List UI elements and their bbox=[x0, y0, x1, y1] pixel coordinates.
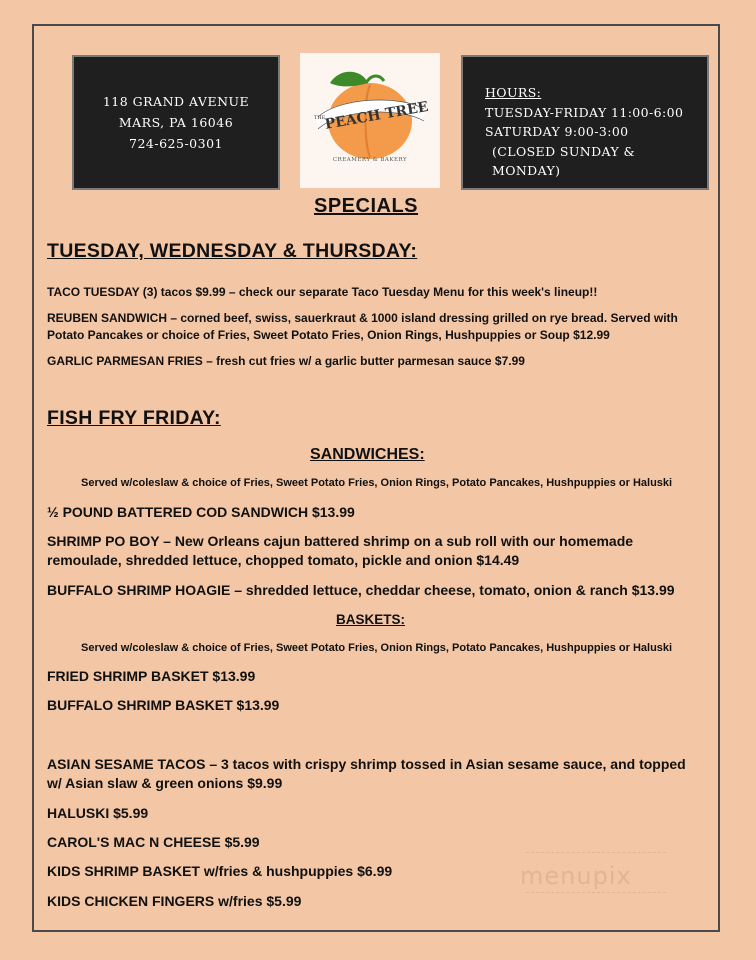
section-heading-tue-thu: TUESDAY, WEDNESDAY & THURSDAY: bbox=[47, 240, 418, 262]
watermark-rule-top bbox=[526, 852, 666, 853]
hours-closed: (CLOSED SUNDAY & MONDAY) bbox=[492, 143, 636, 178]
watermark-rule-bottom bbox=[526, 892, 666, 893]
menu-item-kids-shrimp: KIDS SHRIMP BASKET w/fries & hushpuppies $6.99 bbox=[47, 863, 393, 879]
page-title: SPECIALS bbox=[314, 195, 419, 217]
menu-item-asian-tacos-line1: ASIAN SESAME TACOS – 3 tacos with crispy shrimp tossed in Asian sesame sauce, and topped bbox=[47, 756, 686, 772]
hours-saturday: SATURDAY 9:00-3:00 bbox=[485, 124, 629, 139]
menu-item-reuben-line2: Potato Pancakes or choice of Fries, Sweet Potato Fries, Onion Rings, Hushpuppies or Soup $12.99 bbox=[47, 328, 610, 342]
menu-item-asian-tacos-line2: w/ Asian slaw & green onions $9.99 bbox=[47, 775, 283, 791]
hours-box bbox=[461, 55, 709, 190]
address-city: MARS, PA 16046 bbox=[118, 115, 234, 130]
subheading-sandwiches: SANDWICHES: bbox=[310, 446, 425, 463]
menu-item-buffalo-hoagie: BUFFALO SHRIMP HOAGIE – shredded lettuce, cheddar cheese, tomato, onion & ranch $13.99 bbox=[47, 582, 675, 598]
menu-item-fried-shrimp-basket: FRIED SHRIMP BASKET $13.99 bbox=[47, 668, 256, 684]
menu-item-haluski: HALUSKI $5.99 bbox=[47, 805, 149, 821]
section-heading-fish-fry: FISH FRY FRIDAY: bbox=[47, 407, 221, 429]
menu-item-cod-sandwich: ½ POUND BATTERED COD SANDWICH $13.99 bbox=[47, 504, 355, 520]
menu-item-po-boy-line2: remoulade, shredded lettuce, chopped tomato, pickle and onion $14.49 bbox=[47, 552, 520, 568]
peach-tree-logo bbox=[300, 53, 440, 188]
subheading-baskets: BASKETS: bbox=[336, 612, 406, 627]
logo-tagline: CREAMERY & BAKERY bbox=[332, 157, 408, 163]
menu-item-taco-tuesday: TACO TUESDAY (3) tacos $9.99 – check our separate Taco Tuesday Menu for this week's lineup!! bbox=[47, 285, 598, 299]
menu-item-garlic-fries: GARLIC PARMESAN FRIES – fresh cut fries w/ a garlic butter parmesan sauce $7.99 bbox=[47, 354, 525, 368]
menu-item-reuben-line1: REUBEN SANDWICH – corned beef, swiss, sauerkraut & 1000 island dressing grilled on rye bread. Served with bbox=[47, 311, 678, 325]
menu-item-buffalo-shrimp-basket: BUFFALO SHRIMP BASKET $13.99 bbox=[47, 697, 280, 713]
address-street: 118 GRAND AVENUE bbox=[102, 94, 250, 109]
address-phone: 724-625-0301 bbox=[129, 136, 223, 151]
hours-label: HOURS: bbox=[485, 85, 542, 100]
address-box bbox=[72, 55, 280, 190]
peach-icon bbox=[300, 53, 440, 188]
hours-weekday: TUESDAY-FRIDAY 11:00-6:00 bbox=[485, 104, 684, 120]
watermark: menupix bbox=[520, 862, 632, 890]
sandwiches-served-note: Served w/coleslaw & choice of Fries, Sweet Potato Fries, Onion Rings, Potato Pancakes, Hushpuppies or Haluski bbox=[81, 477, 673, 489]
baskets-served-note: Served w/coleslaw & choice of Fries, Sweet Potato Fries, Onion Rings, Potato Pancakes, Hushpuppies or Haluski bbox=[81, 642, 673, 654]
menu-item-mac-n-cheese: CAROL'S MAC N CHEESE $5.99 bbox=[47, 834, 260, 850]
logo-name: PEACH TREE bbox=[323, 98, 430, 133]
logo-the: THE bbox=[314, 115, 326, 121]
menu-item-po-boy-line1: SHRIMP PO BOY – New Orleans cajun battered shrimp on a sub roll with our homemade bbox=[47, 533, 634, 549]
menu-item-kids-chicken: KIDS CHICKEN FINGERS w/fries $5.99 bbox=[47, 893, 302, 909]
